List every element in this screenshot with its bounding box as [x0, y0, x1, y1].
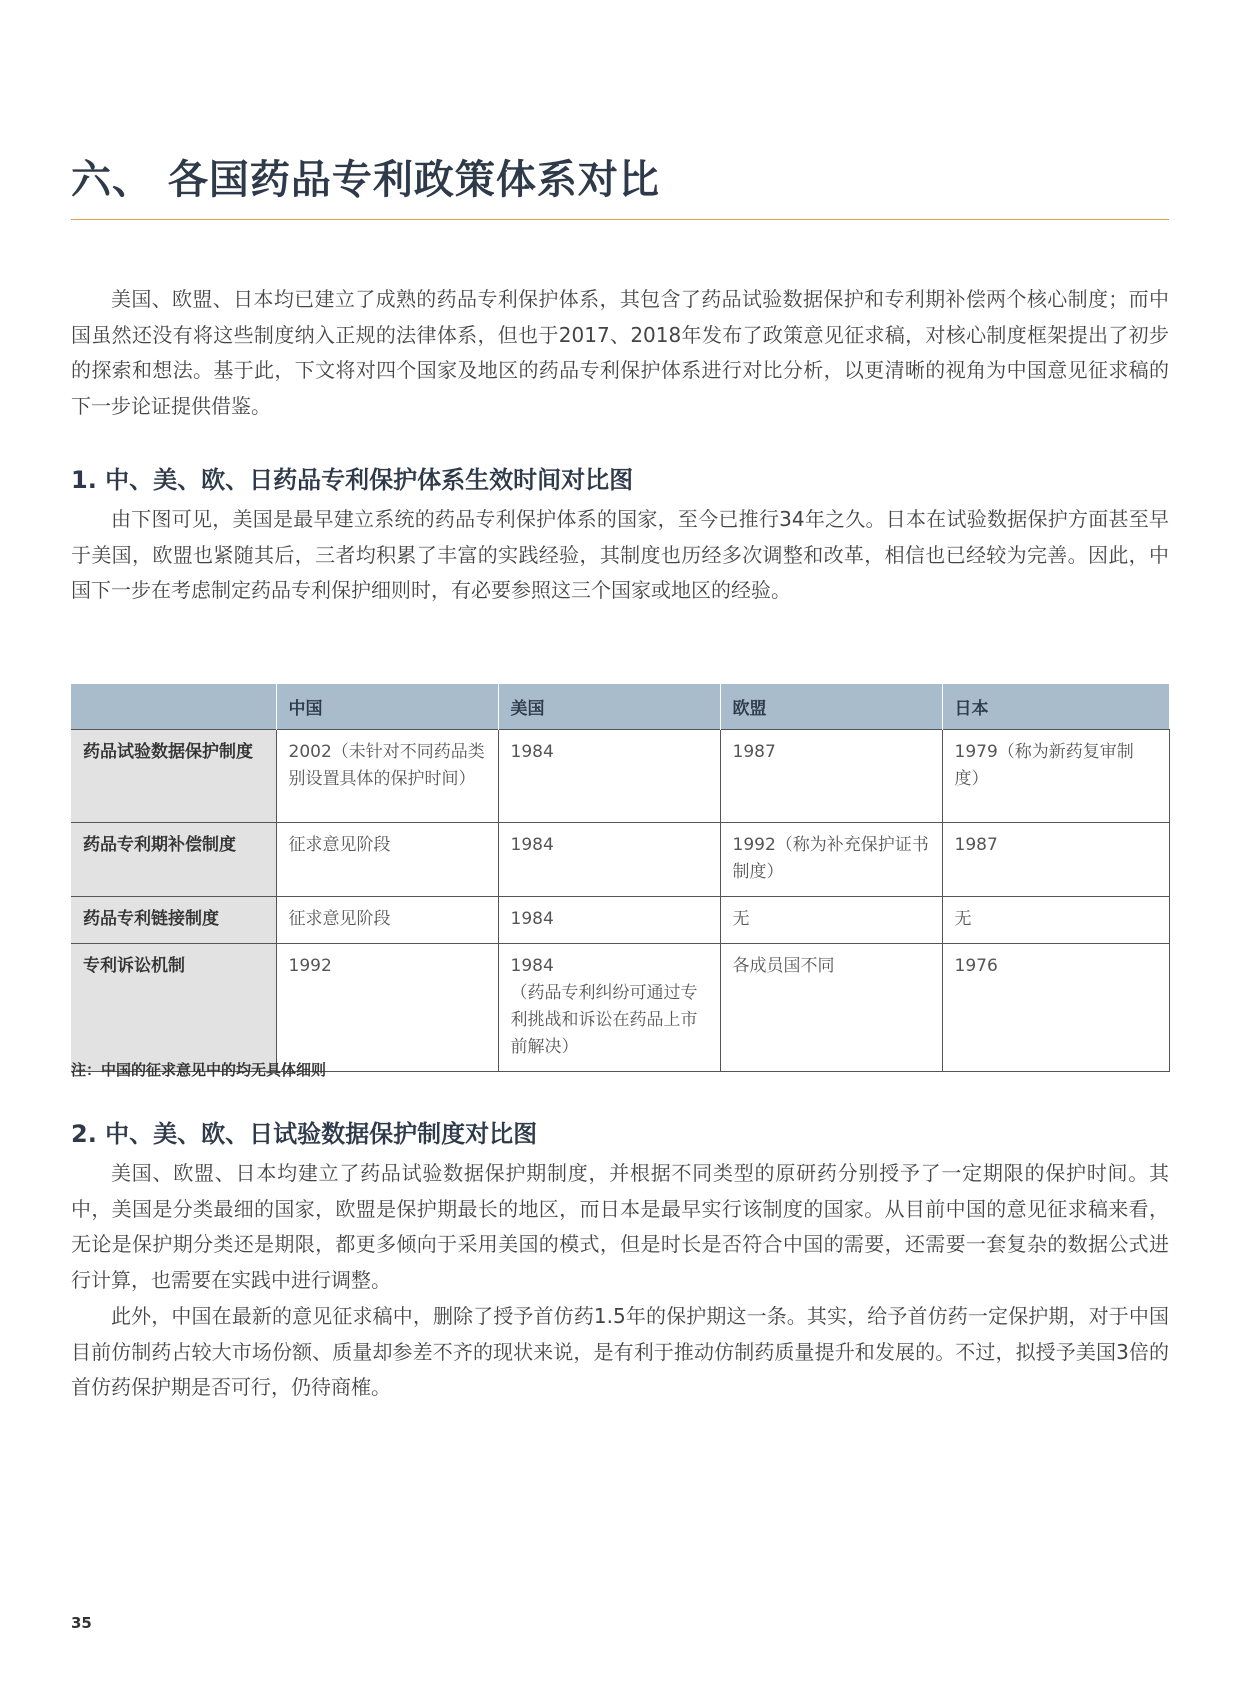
- row-label: 药品试验数据保护制度: [71, 730, 276, 823]
- table-cell: 1992: [276, 944, 498, 1072]
- comparison-table: [71, 684, 1170, 1072]
- table-header-cell: 欧盟: [720, 684, 942, 730]
- table-header-cell: 美国: [498, 684, 720, 730]
- row-label: 专利诉讼机制: [71, 944, 276, 1072]
- table-header-row: [71, 684, 1169, 730]
- table-row: [71, 823, 1169, 897]
- table-header-cell: 中国: [276, 684, 498, 730]
- table-cell: 1976: [942, 944, 1169, 1072]
- title-divider: [71, 219, 1169, 220]
- table-cell: 征求意见阶段: [276, 823, 498, 897]
- section-2-paragraph-1: 美国、欧盟、日本均建立了药品试验数据保护期制度，并根据不同类型的原研药分别授予了一定期限的保护时间。其中，美国是分类最细的国家，欧盟是保护期最长的地区，而日本是最早实行该制度的国家。从目前中国的意见征求稿来看，无论是保护期分类还是期限，都更多倾向于采用美国的模式，但是时长是否符合中国的需要，还需要一套复杂的数据公式进行计算，也需要在实践中进行调整。: [71, 1161, 1169, 1292]
- table-cell: 2002（未针对不同药品类别设置具体的保护时间）: [276, 730, 498, 823]
- table-header-cell: [71, 684, 276, 730]
- section-2-paragraph-2: 此外，中国在最新的意见征求稿中，删除了授予首仿药1.5年的保护期这一条。其实，给予首仿药一定保护期，对于中国目前仿制药占较大市场份额、质量却参差不齐的现状来说，是有利于推动仿制药质量提升和发展的。不过，拟授予美国3倍的首仿药保护期是否可行，仍待商榷。: [71, 1304, 1169, 1399]
- table-cell: 1987: [942, 823, 1169, 897]
- table-cell: 无: [942, 897, 1169, 944]
- row-label: 药品专利期补偿制度: [71, 823, 276, 897]
- intro-paragraph: 美国、欧盟、日本均已建立了成熟的药品专利保护体系，其包含了药品试验数据保护和专利期补偿两个核心制度；而中国虽然还没有将这些制度纳入正规的法律体系，但也于2017、2018年发布了政策意见征求稿，对核心制度框架提出了初步的探索和想法。基于此，下文将对四个国家及地区的药品专利保护体系进行对比分析，以更清晰的视角为中国意见征求稿的下一步论证提供借鉴。: [71, 287, 1169, 418]
- section-1-paragraph: 由下图可见，美国是最早建立系统的药品专利保护体系的国家，至今已推行34年之久。日本在试验数据保护方面甚至早于美国，欧盟也紧随其后，三者均积累了丰富的实践经验，其制度也历经多次调整和改革，相信也已经较为完善。因此，中国下一步在考虑制定药品专利保护细则时，有必要参照这三个国家或地区的经验。: [71, 507, 1169, 602]
- table-cell: 1987: [720, 730, 942, 823]
- table-cell: 各成员国不同: [720, 944, 942, 1072]
- table-cell: 1984: [498, 897, 720, 944]
- table-cell: 1984 （药品专利纠纷可通过专利挑战和诉讼在药品上市前解决）: [498, 944, 720, 1072]
- table-note: 注：中国的征求意见中的均无具体细则: [71, 1061, 327, 1079]
- table-cell: 征求意见阶段: [276, 897, 498, 944]
- table-cell: 1992（称为补充保护证书制度）: [720, 823, 942, 897]
- table-cell: 1979（称为新药复审制度）: [942, 730, 1169, 823]
- table-row: [71, 730, 1169, 823]
- table-row: [71, 897, 1169, 944]
- table-row: [71, 944, 1169, 1072]
- section-2-heading: 2. 中、美、欧、日试验数据保护制度对比图: [71, 1120, 538, 1148]
- page-number: 35: [71, 1614, 92, 1632]
- table-cell: 1984: [498, 730, 720, 823]
- table-header-cell: 日本: [942, 684, 1169, 730]
- table-cell: 1984: [498, 823, 720, 897]
- section-1-heading: 1. 中、美、欧、日药品专利保护体系生效时间对比图: [71, 466, 634, 494]
- row-label: 药品专利链接制度: [71, 897, 276, 944]
- table-cell: 无: [720, 897, 942, 944]
- chapter-title: 六、 各国药品专利政策体系对比: [71, 157, 660, 203]
